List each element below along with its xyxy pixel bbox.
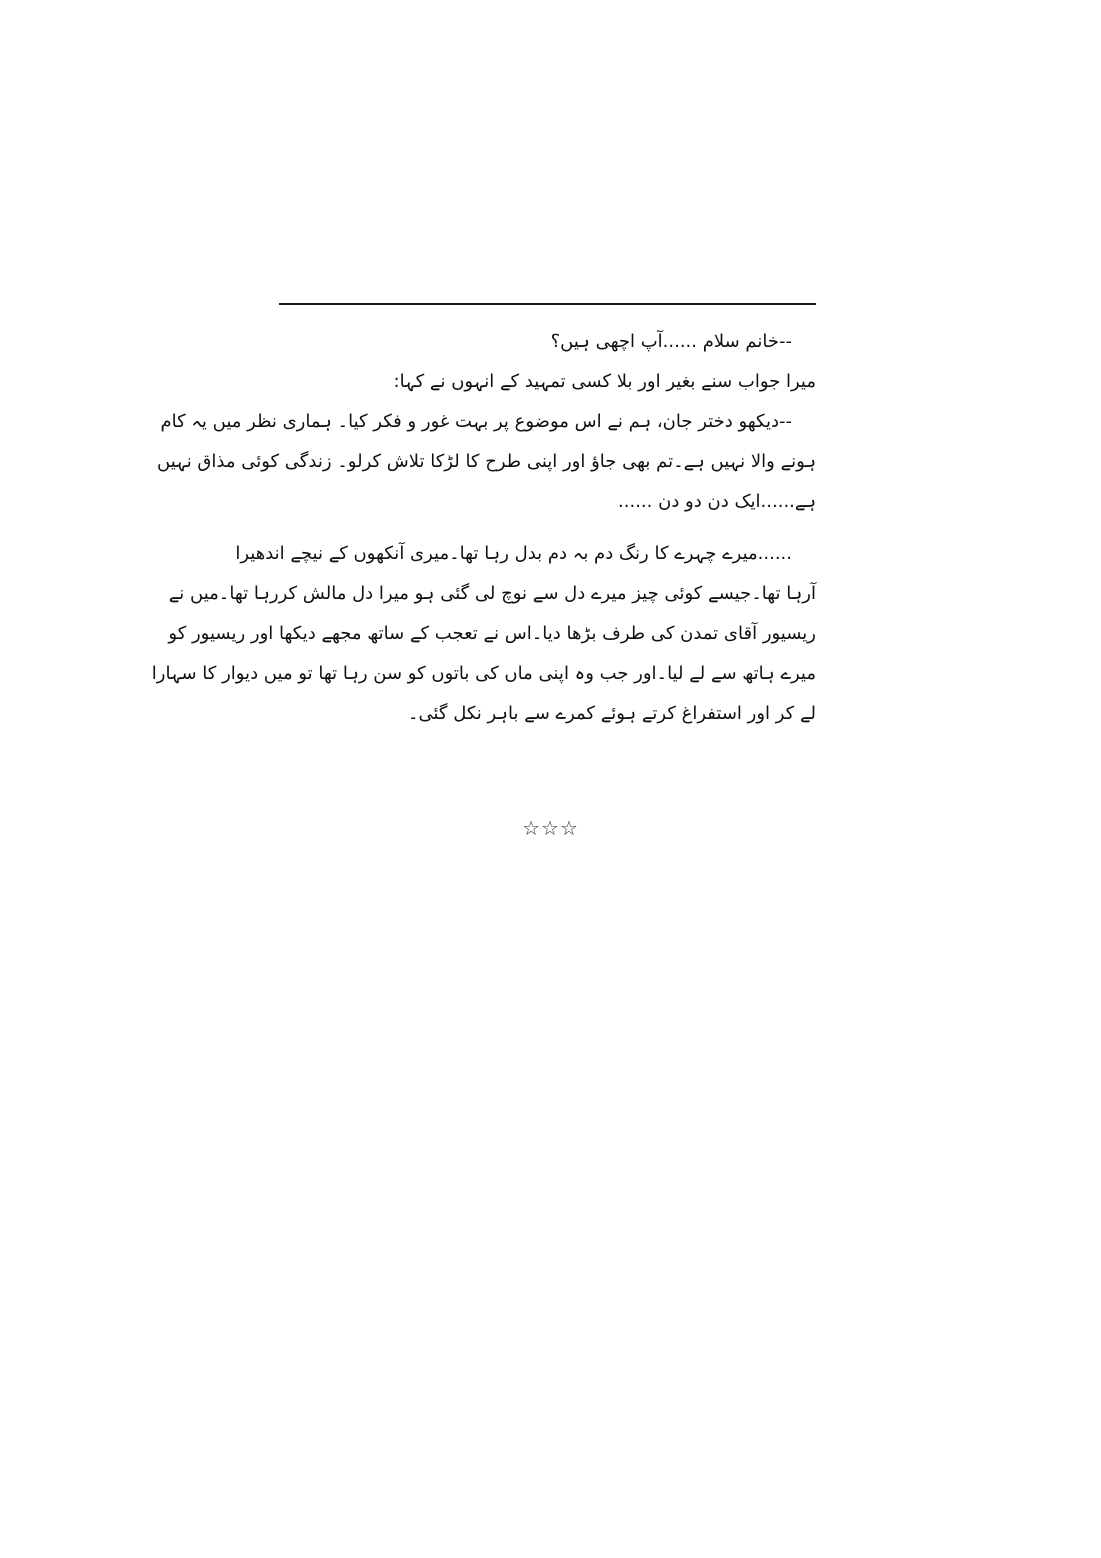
text-line-1: --خانم سلام ......آپ اچھی ہیں؟ bbox=[550, 331, 792, 352]
text-line-4: ہونے والا نہیں ہے۔تم بھی جاؤ اور اپنی طرح کا لڑکا تلاش کرلو۔ زندگی کوئی مذاق نہیں bbox=[157, 451, 816, 472]
text-line-8: ریسیور آقای تمدن کی طرف بڑھا دیا۔اس نے تعجب کے ساتھ مجھے دیکھا اور ریسیور کو bbox=[168, 623, 816, 644]
top-rule bbox=[279, 303, 816, 305]
text-line-5: ہے......ایک دن دو دن ...... bbox=[618, 491, 816, 512]
text-line-9: میرے ہاتھ سے لے لیا۔اور جب وہ اپنی ماں کی باتوں کو سن رہا تھا تو میں دیوار کا سہارا bbox=[151, 663, 816, 684]
text-line-2: میرا جواب سنے بغیر اور بلا کسی تمہید کے انہوں نے کہا: bbox=[393, 371, 816, 392]
text-line-7: آرہا تھا۔جیسے کوئی چیز میرے دل سے نوچ لی گئی ہو میرا دل مالش کررہا تھا۔میں نے bbox=[168, 583, 816, 604]
text-line-10: لے کر اور استفراغ کرتے ہوئے کمرے سے باہر نکل گئی۔ bbox=[407, 703, 816, 724]
section-separator: ☆☆☆ bbox=[522, 816, 579, 840]
text-line-6: ......میرے چہرے کا رنگ دم بہ دم بدل رہا تھا۔میری آنکھوں کے نیچے اندھیرا bbox=[235, 543, 792, 564]
text-line-3: --دیکھو دختر جان، ہم نے اس موضوع پر بہت غور و فکر کیا۔ ہماری نظر میں یہ کام bbox=[160, 411, 792, 432]
